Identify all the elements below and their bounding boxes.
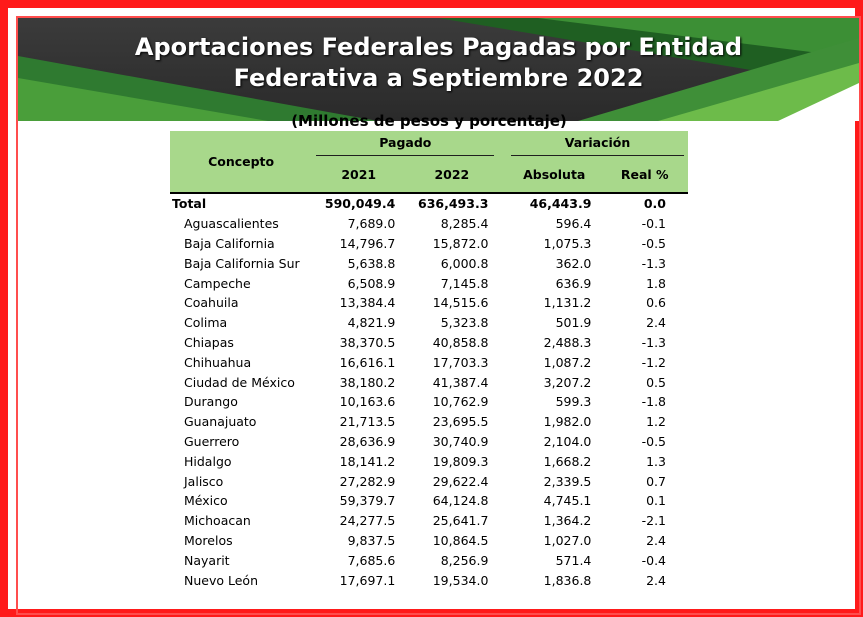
cell-name: México — [184, 493, 228, 509]
cell-2021: 28,636.9 — [339, 433, 396, 449]
cell-absoluta: 2,104.0 — [543, 433, 592, 449]
cell-name: Guanajuato — [184, 414, 257, 430]
cell-real: 2.4 — [646, 572, 666, 588]
cell-2022: 19,809.3 — [432, 453, 489, 469]
header-2021: 2021 — [312, 156, 405, 193]
table-row — [170, 550, 688, 570]
table-row — [170, 511, 688, 531]
header-gap — [498, 131, 507, 156]
cell-real: -0.1 — [641, 216, 666, 232]
cell-2022: 30,740.9 — [432, 433, 489, 449]
cell-real: -0.5 — [641, 235, 666, 251]
cell-2021: 16,616.1 — [339, 354, 396, 370]
cell-real: -0.4 — [641, 552, 666, 568]
cell-name: Jalisco — [184, 473, 224, 489]
title-banner — [18, 18, 859, 121]
cell-2022: 10,762.9 — [432, 394, 489, 410]
cell-real: -1.8 — [641, 394, 666, 410]
cell-name: Colima — [184, 315, 228, 331]
cell-2022: 64,124.8 — [432, 493, 489, 509]
cell-2022: 7,145.8 — [440, 275, 489, 291]
table-subtitle: (Millones de pesos y porcentaje) — [291, 112, 567, 130]
cell-absoluta: 362.0 — [555, 255, 592, 271]
cell-2022: 636,493.3 — [405, 193, 498, 214]
cell-real: -1.2 — [641, 354, 666, 370]
cell-name: Campeche — [184, 275, 251, 291]
aportaciones-table — [170, 131, 688, 590]
cell-real: -1.3 — [641, 255, 666, 271]
cell-absoluta: 1,836.8 — [543, 572, 592, 588]
cell-absoluta: 4,745.1 — [543, 493, 592, 509]
page-title-line2: Federativa a Septiembre 2022 — [233, 64, 644, 92]
table-row — [170, 392, 688, 412]
header-absoluta: Absoluta — [507, 156, 601, 193]
cell-absoluta: 1,668.2 — [543, 453, 592, 469]
table-row — [170, 432, 688, 452]
header-group-variacion — [507, 131, 688, 156]
cell-real: 0.7 — [646, 473, 666, 489]
cell-2021: 38,180.2 — [339, 374, 396, 390]
header-group-variacion-label: Variación — [511, 131, 684, 156]
cell-absoluta: 596.4 — [555, 216, 592, 232]
cell-2021: 590,049.4 — [312, 193, 405, 214]
cell-2022: 14,515.6 — [432, 295, 489, 311]
cell-name: Chihuahua — [184, 354, 252, 370]
cell-2022: 25,641.7 — [432, 513, 489, 529]
cell-absoluta: 571.4 — [555, 552, 592, 568]
cell-2022: 6,000.8 — [440, 255, 489, 271]
cell-real: 2.4 — [646, 532, 666, 548]
cell-2021: 7,689.0 — [347, 216, 396, 232]
cell-2021: 38,370.5 — [339, 334, 396, 350]
cell-name: Durango — [184, 394, 238, 410]
table-row — [170, 333, 688, 353]
cell-absoluta: 1,027.0 — [543, 532, 592, 548]
table-row — [170, 214, 688, 234]
cell-real: 1.3 — [646, 453, 666, 469]
cell-absoluta: 1,087.2 — [543, 354, 592, 370]
cell-2022: 8,256.9 — [440, 552, 489, 568]
cell-2021: 5,638.8 — [347, 255, 396, 271]
table-row — [170, 352, 688, 372]
table-row — [170, 313, 688, 333]
cell-name: Chiapas — [184, 334, 234, 350]
table-row — [170, 253, 688, 273]
table-row — [170, 293, 688, 313]
cell-2022: 29,622.4 — [432, 473, 489, 489]
cell-2021: 59,379.7 — [339, 493, 396, 509]
cell-2021: 17,697.1 — [339, 572, 396, 588]
header-group-pagado-label: Pagado — [316, 131, 494, 156]
cell-2021: 21,713.5 — [339, 414, 396, 430]
cell-real: 1.8 — [646, 275, 666, 291]
cell-2021: 13,384.4 — [339, 295, 396, 311]
cell-absoluta: 1,982.0 — [543, 414, 592, 430]
header-group-pagado — [312, 131, 498, 156]
cell-2022: 17,703.3 — [432, 354, 489, 370]
cell-2021: 6,508.9 — [347, 275, 396, 291]
cell-absoluta: 3,207.2 — [543, 374, 592, 390]
table-row — [170, 412, 688, 432]
cell-name: Baja California — [184, 235, 275, 251]
cell-real: -2.1 — [641, 513, 666, 529]
header-real: Real % — [601, 156, 688, 193]
cell-2021: 24,277.5 — [339, 513, 396, 529]
cell-2021: 18,141.2 — [339, 453, 396, 469]
cell-2021: 9,837.5 — [347, 532, 396, 548]
cell-name: Nayarit — [184, 552, 230, 568]
cell-real: 0.0 — [601, 193, 688, 214]
cell-name: Baja California Sur — [184, 255, 300, 271]
cell-2021: 27,282.9 — [339, 473, 396, 489]
cell-2021: 10,163.6 — [339, 394, 396, 410]
cell-2022: 10,864.5 — [432, 532, 489, 548]
table-row — [170, 570, 688, 590]
table-row — [170, 372, 688, 392]
cell-absoluta: 1,364.2 — [543, 513, 592, 529]
table-row — [170, 471, 688, 491]
cell-2022: 40,858.8 — [432, 334, 489, 350]
cell-name: Guerrero — [184, 433, 240, 449]
table-row — [170, 451, 688, 471]
page-title-line1: Aportaciones Federales Pagadas por Entidad — [134, 33, 743, 61]
cell-name: Coahuila — [184, 295, 239, 311]
cell-absoluta: 2,488.3 — [543, 334, 592, 350]
header-2022: 2022 — [405, 156, 498, 193]
page-title — [18, 32, 859, 94]
cell-absoluta: 2,339.5 — [543, 473, 592, 489]
table-row — [170, 531, 688, 551]
cell-absoluta: 1,131.2 — [543, 295, 592, 311]
table-row — [170, 234, 688, 254]
cell-absoluta: 501.9 — [555, 315, 592, 331]
cell-2022: 8,285.4 — [440, 216, 489, 232]
cell-real: 0.6 — [646, 295, 666, 311]
cell-name: Michoacan — [184, 513, 251, 529]
cell-2022: 5,323.8 — [440, 315, 489, 331]
cell-real: -0.5 — [641, 433, 666, 449]
cell-2021: 14,796.7 — [339, 235, 396, 251]
cell-real: 0.5 — [646, 374, 666, 390]
cell-absoluta: 636.9 — [555, 275, 592, 291]
cell-real: 1.2 — [646, 414, 666, 430]
cell-absoluta: 46,443.9 — [507, 193, 601, 214]
table-row — [170, 273, 688, 293]
cell-2021: 4,821.9 — [347, 315, 396, 331]
cell-name: Nuevo León — [184, 572, 258, 588]
cell-real: -1.3 — [641, 334, 666, 350]
header-concepto: Concepto — [170, 131, 312, 193]
cell-2021: 7,685.6 — [347, 552, 396, 568]
cell-2022: 19,534.0 — [432, 572, 489, 588]
table-row — [170, 491, 688, 511]
cell-real: 2.4 — [646, 315, 666, 331]
cell-absoluta: 599.3 — [555, 394, 592, 410]
cell-name: Ciudad de México — [184, 374, 295, 390]
cell-real: 0.1 — [646, 493, 666, 509]
table-row-total — [170, 193, 688, 214]
cell-name: Morelos — [184, 532, 233, 548]
cell-2022: 23,695.5 — [432, 414, 489, 430]
cell-name: Aguascalientes — [184, 216, 279, 232]
cell-name: Total — [170, 193, 312, 214]
cell-absoluta: 1,075.3 — [543, 235, 592, 251]
cell-2022: 15,872.0 — [432, 235, 489, 251]
cell-2022: 41,387.4 — [432, 374, 489, 390]
cell-name: Hidalgo — [184, 453, 232, 469]
